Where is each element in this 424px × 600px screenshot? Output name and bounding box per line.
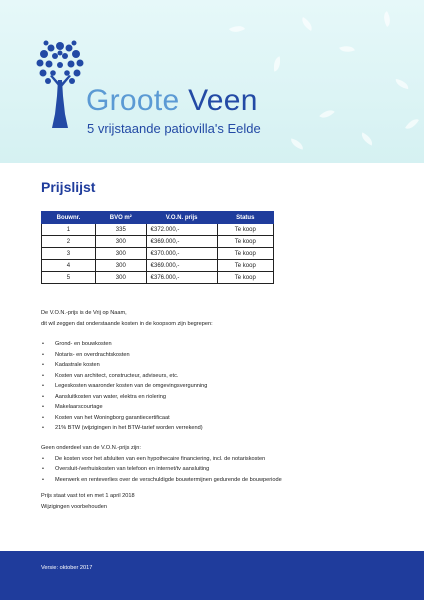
footer-bar <box>0 551 424 600</box>
cell-bvo: 300 <box>95 272 146 284</box>
column-header-status: Status <box>217 212 273 224</box>
leaf-decoration <box>339 43 355 55</box>
brand-title <box>86 85 258 117</box>
cell-bvo: 300 <box>95 236 146 248</box>
column-header-bouwnr: Bouwnr. <box>42 212 96 224</box>
table-row <box>42 272 274 284</box>
version-label: Versie: oktober 2017 <box>41 565 93 571</box>
leaf-decoration <box>394 79 409 89</box>
von-included-section <box>41 308 213 434</box>
leaf-decoration <box>380 11 394 27</box>
brand-subtitle: 5 vrijstaande patiovilla's Eelde <box>87 121 261 136</box>
price-valid-note: Prijs staat vast tot en met 1 april 2018 <box>41 493 135 499</box>
list-item: • Oversluit-/verhuiskosten van telefoon en internet/tv aansluiting <box>41 464 282 475</box>
list-item: • Grond- en bouwkosten <box>41 339 213 350</box>
table-row <box>42 224 274 236</box>
cell-status: Te koop <box>217 248 273 260</box>
von-intro-line1: De V.O.N.-prijs is de Vrij op Naam, <box>41 310 127 316</box>
cell-bouwnr: 2 <box>42 236 96 248</box>
leaf-decoration <box>359 132 375 145</box>
price-notes <box>41 491 135 512</box>
cell-price: €370.000,- <box>146 248 217 260</box>
cell-bouwnr: 1 <box>42 224 96 236</box>
von-included-list <box>41 339 213 434</box>
cell-status: Te koop <box>217 224 273 236</box>
header-banner <box>0 0 424 163</box>
price-table <box>41 211 274 284</box>
list-item: • Meerwerk en renteverlies over de verschuldigde bouwtermijnen gedurende de bouwperiode <box>41 475 282 486</box>
von-excluded-list <box>41 454 282 486</box>
leaf-decoration <box>405 116 419 132</box>
cell-bvo: 300 <box>95 248 146 260</box>
von-intro-line2: dit wil zeggen dat onderstaande kosten in de koopsom zijn begrepen: <box>41 320 213 327</box>
tree-logo-icon <box>34 36 86 128</box>
cell-price: €369.000,- <box>146 236 217 248</box>
excluded-intro: Geen onderdeel van de V.O.N.-prijs zijn: <box>41 445 141 451</box>
cell-bvo: 300 <box>95 260 146 272</box>
leaf-decoration <box>272 56 282 71</box>
cell-bouwnr: 3 <box>42 248 96 260</box>
list-item: • Kosten van het Woningborg garantiecertificaat <box>41 413 213 424</box>
list-item: • Kadastrale kosten <box>41 360 213 371</box>
list-item: • Notaris- en overdrachtskosten <box>41 350 213 361</box>
table-header-row <box>42 212 274 224</box>
cell-bvo: 335 <box>95 224 146 236</box>
list-item: • Kosten van architect, constructeur, adviseurs, etc. <box>41 371 213 382</box>
table-row <box>42 248 274 260</box>
cell-price: €369.000,- <box>146 260 217 272</box>
cell-bouwnr: 5 <box>42 272 96 284</box>
list-item: • Legeskosten waaronder kosten van de omgevingsvergunning <box>41 381 213 392</box>
brand-name-part2: Veen <box>188 84 258 117</box>
cell-status: Te koop <box>217 260 273 272</box>
column-header-bvo: BVO m² <box>95 212 146 224</box>
list-item: • De kosten voor het afsluiten van een hypothecaire financiering, incl. de notariskosten <box>41 454 282 465</box>
list-item: • Aansluitkosten van water, elektra en riolering <box>41 392 213 403</box>
list-item: • 21% BTW (wijzigingen in het BTW-tarief worden verrekend) <box>41 423 213 434</box>
leaf-decoration <box>299 17 315 31</box>
cell-price: €372.000,- <box>146 224 217 236</box>
changes-reserved-note: Wijzigingen voorbehouden <box>41 503 107 510</box>
leaf-decoration <box>319 106 335 122</box>
page-title: Prijslijst <box>41 179 96 195</box>
cell-status: Te koop <box>217 272 273 284</box>
brand-name-part1: Groote <box>86 84 180 117</box>
column-header-von-prijs: V.O.N. prijs <box>146 212 217 224</box>
leaf-decoration <box>289 138 305 149</box>
list-item: • Makelaarscourtage <box>41 402 213 413</box>
cell-price: €376.000,- <box>146 272 217 284</box>
leaf-decoration <box>229 22 245 36</box>
von-excluded-section <box>41 443 282 485</box>
table-row <box>42 260 274 272</box>
cell-bouwnr: 4 <box>42 260 96 272</box>
table-row <box>42 236 274 248</box>
cell-status: Te koop <box>217 236 273 248</box>
